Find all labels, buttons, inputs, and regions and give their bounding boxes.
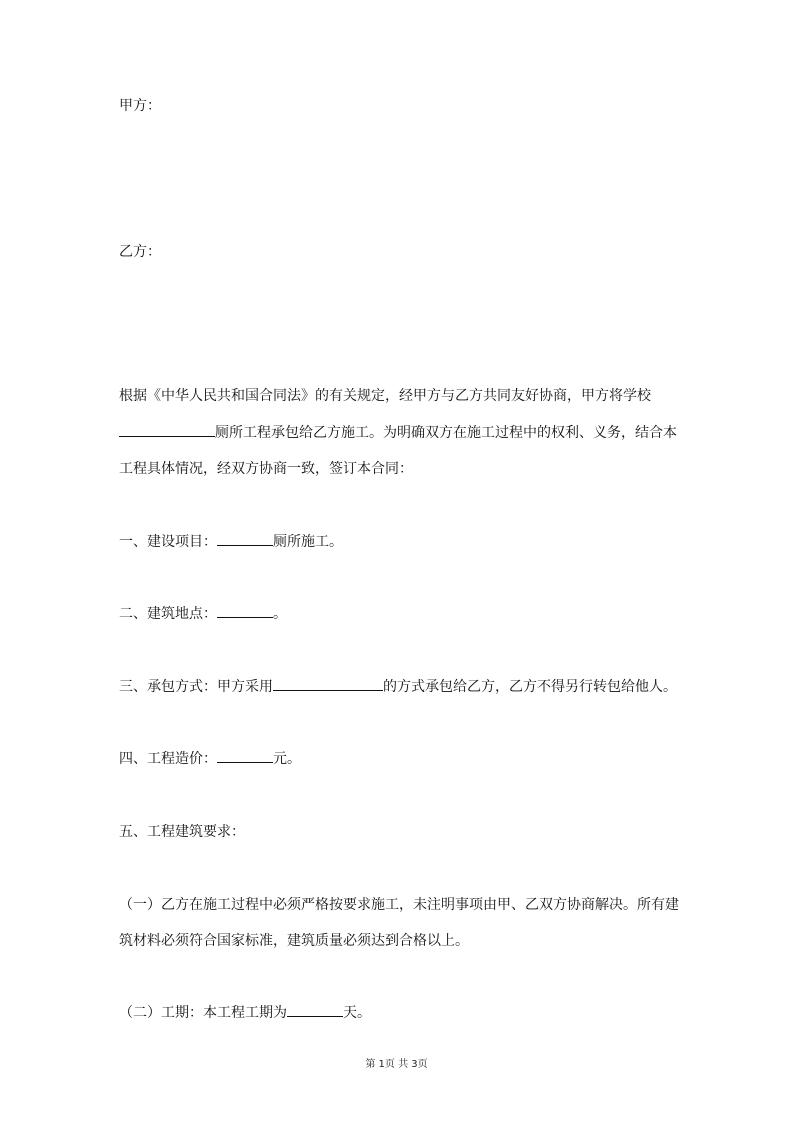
item-construction-site: [119, 605, 287, 623]
intro-line-2-text: 厕所工程承包给乙方施工。为明确双方在施工过程中的权利、义务，结合本: [215, 425, 677, 441]
item4-suffix: 元。: [273, 751, 301, 767]
party-a-label: 甲方：: [119, 98, 161, 114]
item-contract-method: [119, 678, 677, 696]
cost-blank: [217, 750, 273, 763]
method-blank: [273, 678, 383, 691]
intro-line-1: 根据《中华人民共和国合同法》的有关规定，经甲方与乙方共同友好协商，甲方将学校: [119, 388, 651, 404]
item3-suffix: 的方式承包给乙方，乙方不得另行转包给他人。: [383, 679, 677, 695]
intro-line-3: 工程具体情况，经双方协商一致，签订本合同：: [119, 461, 413, 477]
item2-label: 二、建筑地点：: [119, 606, 217, 622]
item-construction-project: [119, 533, 343, 551]
item1-suffix: 厕所施工。: [273, 534, 343, 550]
sub2-duration: [119, 1004, 371, 1022]
school-name-blank: [119, 424, 215, 437]
project-blank: [217, 533, 273, 546]
item2-suffix: 。: [273, 606, 287, 622]
item1-label: 一、建设项目：: [119, 534, 217, 550]
sub2-label: （二）工期：本工程工期为: [119, 1005, 287, 1021]
item4-label: 四、工程造价：: [119, 751, 217, 767]
item-building-requirements: 五、工程建筑要求：: [119, 824, 245, 840]
item3-label: 三、承包方式：甲方采用: [119, 679, 273, 695]
intro-line-2: [119, 424, 677, 442]
sub1-line-2: 筑材料必须符合国家标准，建筑质量必须达到合格以上。: [119, 933, 469, 949]
duration-blank: [287, 1004, 343, 1017]
item-project-cost: [119, 750, 301, 768]
sub1-line-1: （一）乙方在施工过程中必须严格按要求施工，未注明事项由甲、乙双方协商解决。所有建: [119, 897, 679, 913]
site-blank: [217, 605, 273, 618]
sub2-suffix: 天。: [343, 1005, 371, 1021]
party-b-label: 乙方：: [119, 244, 161, 260]
page-number-footer: 第 1页 共 3页: [365, 1059, 428, 1070]
